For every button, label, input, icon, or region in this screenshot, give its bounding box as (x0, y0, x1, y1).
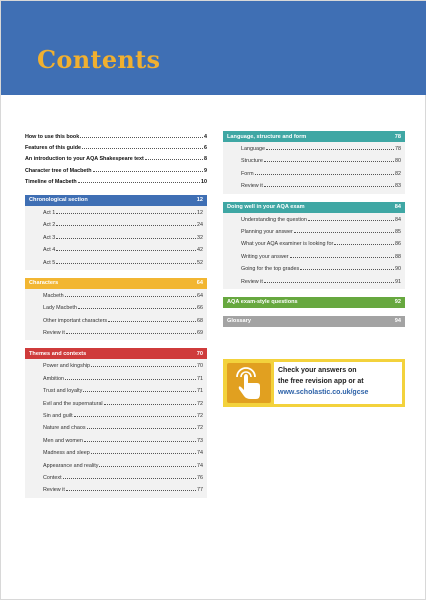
section-item-label: Nature and chaos (43, 425, 86, 432)
section-item-row[interactable] (43, 244, 203, 256)
intro-entry-row[interactable] (25, 131, 207, 142)
section-item-row[interactable] (43, 435, 203, 447)
section-header[interactable] (223, 297, 405, 308)
section-item-row[interactable] (241, 180, 401, 192)
section-item-page-number: 71 (197, 388, 203, 395)
section-item-row[interactable] (241, 276, 401, 288)
section-item-row[interactable] (241, 226, 401, 238)
section-item-label: Language (241, 146, 265, 152)
section-item-page-number: 73 (197, 437, 203, 444)
intro-entry-label: Timeline of Macbeth (25, 178, 77, 185)
intro-entries (25, 131, 207, 187)
section-item-row[interactable] (43, 484, 203, 496)
section-items (25, 289, 207, 341)
section-item-label: Evil and the supernatural (43, 400, 103, 407)
section-item-label: Going for the top grades (241, 266, 300, 273)
section-item-row[interactable] (43, 315, 203, 327)
dot-leader (91, 447, 196, 454)
dot-leader (300, 263, 394, 270)
section-item-page-number: 12 (197, 209, 203, 216)
section-item-label: Review it (241, 278, 263, 285)
section-item-page-number: 74 (197, 462, 203, 469)
dot-leader (108, 315, 196, 322)
section-item-row[interactable] (43, 207, 203, 219)
intro-entry-page-number: 4 (204, 134, 207, 140)
section-item-page-number: 72 (197, 425, 203, 432)
intro-entry-row[interactable] (25, 142, 207, 153)
dot-leader (255, 168, 394, 175)
intro-entry-page-number: 10 (201, 178, 207, 185)
section-item-row[interactable] (43, 460, 203, 472)
section-item-row[interactable] (43, 219, 203, 231)
section-header[interactable] (25, 278, 207, 289)
dot-leader (66, 484, 196, 491)
intro-entry-label: Features of this guide (25, 145, 82, 152)
section-items (223, 213, 405, 289)
section-item-row[interactable] (43, 257, 203, 269)
section-page-number: 94 (394, 318, 401, 325)
dot-leader (78, 302, 196, 309)
touch-hand-icon (227, 363, 271, 403)
section-item-page-number: 70 (197, 363, 203, 370)
section-header[interactable] (223, 131, 405, 142)
section-page-number: 70 (196, 350, 203, 357)
section-item-label: Power and kingship (43, 363, 91, 370)
section-item-page-number: 88 (395, 253, 401, 260)
dot-leader (93, 165, 203, 172)
dot-leader (56, 232, 196, 239)
section-items (25, 359, 207, 497)
dot-leader (56, 207, 196, 214)
dot-leader (264, 180, 394, 187)
section-item-page-number: 85 (395, 228, 401, 235)
section-item-page-number: 66 (197, 305, 203, 312)
section-item-label: Appearance and reality (43, 462, 99, 469)
dot-leader (83, 385, 196, 392)
section-item-page-number: 91 (395, 278, 401, 285)
section-item-page-number: 86 (395, 241, 401, 248)
intro-entry-page-number: 8 (204, 156, 207, 163)
section-themes (25, 348, 207, 497)
dot-leader (84, 435, 196, 442)
promo-box[interactable] (223, 359, 405, 407)
promo-link[interactable]: www.scholastic.co.uk/gcse (278, 389, 369, 396)
dot-leader (56, 219, 196, 226)
section-item-label: Trust and loyalty (43, 388, 83, 395)
intro-entry-row[interactable] (25, 153, 207, 164)
dot-leader (145, 153, 203, 160)
section-item-row[interactable] (241, 263, 401, 275)
section-page-number: 64 (196, 280, 203, 287)
section-header[interactable] (223, 316, 405, 327)
section-item-page-number: 42 (197, 247, 203, 254)
intro-entry-page-number: 9 (204, 167, 207, 174)
dot-leader (56, 257, 196, 264)
section-item-page-number: 32 (197, 234, 203, 241)
section-item-label: Act 5 (43, 259, 56, 266)
section-item-page-number: 78 (395, 146, 401, 152)
section-item-row[interactable] (241, 238, 401, 250)
intro-entry-label: Character tree of Macbeth (25, 167, 92, 174)
section-item-row[interactable] (241, 214, 401, 226)
section-item-row[interactable] (43, 302, 203, 314)
section-item-label: Men and women (43, 437, 83, 444)
dot-leader (264, 276, 394, 283)
section-item-label: Ambition (43, 375, 64, 382)
dot-leader (290, 251, 394, 258)
section-item-page-number: 52 (197, 259, 203, 266)
section-item-page-number: 68 (197, 317, 203, 324)
section-header[interactable] (25, 348, 207, 359)
dot-leader (78, 176, 200, 183)
intro-entry-row[interactable] (25, 176, 207, 187)
right-column (223, 131, 405, 327)
section-exam (223, 202, 405, 289)
dot-leader (65, 373, 196, 380)
section-item-row[interactable] (43, 360, 203, 372)
section-item-label: What your AQA examiner is looking for (241, 241, 334, 248)
dot-leader (104, 398, 196, 405)
section-item-label: Review it (43, 330, 65, 337)
section-items (223, 142, 405, 194)
section-item-label: Act 4 (43, 247, 56, 254)
dot-leader (56, 244, 196, 251)
section-item-label: Act 1 (43, 209, 56, 216)
dot-leader (264, 155, 394, 162)
section-page-number: 92 (394, 299, 401, 306)
section-item-page-number: 76 (197, 474, 203, 481)
section-item-page-number: 71 (197, 375, 203, 382)
section-item-label: Understanding the question (241, 216, 307, 223)
page-title: Contents (37, 45, 161, 74)
header-banner (1, 1, 426, 95)
section-item-row[interactable] (241, 155, 401, 167)
section-item-label: Context (43, 474, 62, 481)
dot-leader (91, 360, 196, 367)
section-item-page-number: 83 (395, 183, 401, 190)
section-item-page-number: 90 (395, 266, 401, 273)
section-header[interactable] (223, 202, 405, 213)
section-title: Doing well in your AQA exam (227, 204, 305, 211)
left-column (25, 131, 207, 498)
dot-leader (63, 472, 196, 479)
section-item-label: Review it (241, 183, 263, 190)
section-item-label: Sin and guilt (43, 413, 73, 420)
section-title: Chronological section (29, 197, 88, 204)
dot-leader (308, 214, 394, 221)
intro-entry-page-number: 6 (204, 145, 207, 152)
dot-leader (80, 131, 203, 138)
section-item-page-number: 24 (197, 222, 203, 229)
section-items (25, 206, 207, 270)
promo-line-2: the free revision app or at (278, 378, 364, 385)
section-item-page-number: 80 (395, 158, 401, 165)
section-glossary (223, 316, 405, 327)
dot-leader (66, 327, 196, 334)
dot-leader (74, 410, 196, 417)
dot-leader (87, 422, 196, 429)
section-item-row[interactable] (43, 410, 203, 422)
section-item-label: Writing your answer (241, 253, 289, 260)
promo-line-1: Check your answers on (278, 367, 357, 374)
section-item-row[interactable] (43, 385, 203, 397)
dot-leader (82, 142, 203, 149)
section-item-row[interactable] (43, 447, 203, 459)
section-item-page-number: 82 (395, 170, 401, 177)
dot-leader (294, 226, 394, 233)
section-item-row[interactable] (43, 422, 203, 434)
section-item-label: Act 3 (43, 234, 56, 241)
section-title: AQA exam-style questions (227, 299, 298, 306)
section-item-row[interactable] (43, 373, 203, 385)
section-item-label: Other important characters (43, 317, 108, 324)
section-item-page-number: 72 (197, 413, 203, 420)
section-item-row[interactable] (241, 251, 401, 263)
section-item-page-number: 84 (395, 216, 401, 223)
section-item-row[interactable] (241, 168, 401, 180)
section-item-row[interactable] (43, 398, 203, 410)
section-title: Language, structure and form (227, 133, 307, 140)
dot-leader (334, 238, 394, 245)
section-item-row[interactable] (43, 232, 203, 244)
section-title: Glossary (227, 318, 251, 325)
section-page-number: 78 (394, 133, 401, 140)
section-item-row[interactable] (241, 143, 401, 155)
section-chronological (25, 195, 207, 270)
section-language (223, 131, 405, 194)
section-item-page-number: 72 (197, 400, 203, 407)
section-item-row[interactable] (43, 290, 203, 302)
section-item-label: Planning your answer (241, 228, 293, 235)
section-item-page-number: 64 (197, 292, 203, 299)
intro-entry-label: How to use this book (25, 134, 80, 140)
intro-entry-label: An introduction to your AQA Shakespeare text (25, 156, 144, 163)
section-item-label: Act 2 (43, 222, 56, 229)
section-item-label: Macbeth (43, 292, 64, 299)
section-item-page-number: 74 (197, 450, 203, 457)
intro-entry-row[interactable] (25, 165, 207, 176)
section-exam-questions (223, 297, 405, 308)
section-item-label: Lady Macbeth (43, 305, 77, 312)
section-item-label: Form (241, 170, 254, 177)
dot-leader (65, 290, 196, 297)
section-header[interactable] (25, 195, 207, 206)
section-title: Themes and contexts (29, 350, 87, 357)
section-page-number: 84 (394, 204, 401, 211)
section-item-label: Structure (241, 158, 263, 165)
section-page-number: 12 (196, 197, 203, 204)
section-item-label: Review it (43, 487, 65, 494)
section-characters (25, 278, 207, 341)
section-item-row[interactable] (43, 327, 203, 339)
promo-text (274, 362, 402, 404)
section-item-page-number: 69 (197, 330, 203, 337)
section-item-row[interactable] (43, 472, 203, 484)
dot-leader (99, 460, 196, 467)
section-item-page-number: 77 (197, 487, 203, 494)
section-item-label: Madness and sleep (43, 450, 90, 457)
section-title: Characters (29, 280, 59, 287)
dot-leader (266, 143, 394, 150)
